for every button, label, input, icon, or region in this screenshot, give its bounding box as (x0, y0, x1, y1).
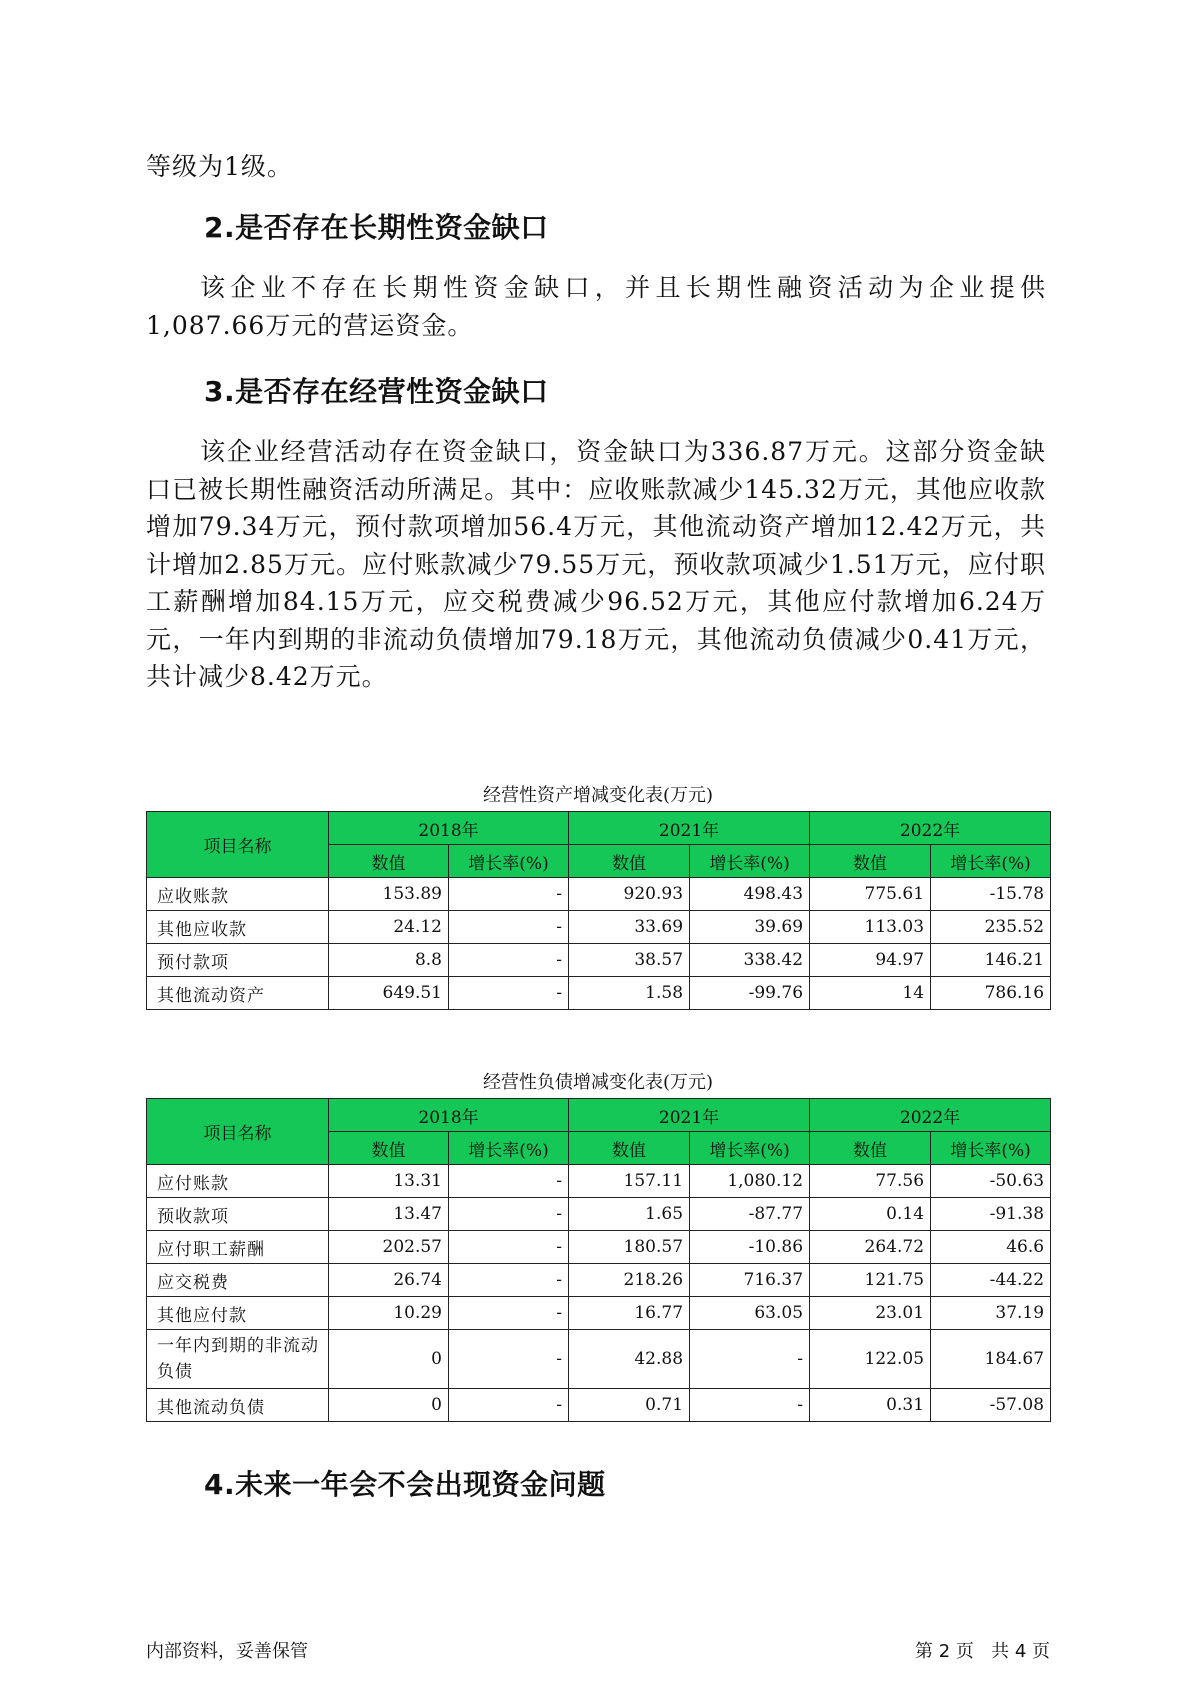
cell-item-name: 其他应付款 (147, 1297, 329, 1330)
assets-table (146, 811, 1051, 1010)
header-year: 2021年 (569, 812, 810, 845)
cell-value: 0 (329, 1330, 449, 1389)
cell-growth: 1,080.12 (690, 1165, 810, 1198)
cell-value: 264.72 (810, 1231, 931, 1264)
header-value: 数值 (329, 1132, 449, 1165)
cell-growth: - (449, 1198, 569, 1231)
cell-growth: - (449, 878, 569, 911)
cell-item-name: 预付款项 (147, 944, 329, 977)
cell-item-name: 其他流动资产 (147, 977, 329, 1010)
cell-growth: 498.43 (690, 878, 810, 911)
header-growth: 增长率(%) (449, 1132, 569, 1165)
table-row (147, 1330, 1051, 1389)
cell-item-name: 应收账款 (147, 878, 329, 911)
cell-growth: - (449, 1297, 569, 1330)
cell-value: 13.31 (329, 1165, 449, 1198)
cell-value: 202.57 (329, 1231, 449, 1264)
cell-value: 16.77 (569, 1297, 690, 1330)
table-row (147, 944, 1051, 977)
cell-value: 26.74 (329, 1264, 449, 1297)
header-growth: 增长率(%) (690, 845, 810, 878)
footer-page-number: 第 2 页 共 4 页 (915, 1641, 1050, 1662)
cell-growth: -99.76 (690, 977, 810, 1010)
cell-growth: -15.78 (931, 878, 1051, 911)
header-growth: 增长率(%) (449, 845, 569, 878)
cell-growth: 716.37 (690, 1264, 810, 1297)
heading-operating-gap: 3.是否存在经营性资金缺口 (204, 375, 549, 408)
cell-value: 33.69 (569, 911, 690, 944)
cell-growth: 184.67 (931, 1330, 1051, 1389)
cell-growth: - (449, 1264, 569, 1297)
cell-value: 42.88 (569, 1330, 690, 1389)
header-item-name: 项目名称 (147, 812, 329, 878)
header-year: 2022年 (810, 812, 1051, 845)
cell-growth: 146.21 (931, 944, 1051, 977)
cell-growth: -87.77 (690, 1198, 810, 1231)
cell-value: 218.26 (569, 1264, 690, 1297)
header-year: 2018年 (329, 1099, 569, 1132)
cell-value: 0 (329, 1389, 449, 1422)
header-growth: 增长率(%) (690, 1132, 810, 1165)
cell-growth: - (449, 977, 569, 1010)
paragraph-grade: 等级为1级。 (146, 152, 293, 181)
paragraph-operating-gap: 该企业经营活动存在资金缺口，资金缺口为336.87万元。这部分资金缺口已被长期性融资活动所满足。其中：应收账款减少145.32万元，其他应收款增加79.34万元，预付款项增加56.4万元，其他流动资产增加12.42万元，共计增加2.85万元。应付账款减少79.55万元，预收款项减少1.51万元，应付职工薪酬增加84.15万元，应交税费减少96.52万元，其他应付款增加6.24万元，一年内到期的非流动负债增加79.18万元，其他流动负债减少0.41万元，共计减少8.42万元。 (146, 437, 1046, 691)
table-row (147, 1389, 1051, 1422)
header-value: 数值 (810, 845, 931, 878)
cell-value: 0.71 (569, 1389, 690, 1422)
cell-growth: -91.38 (931, 1198, 1051, 1231)
cell-value: 157.11 (569, 1165, 690, 1198)
header-item-name: 项目名称 (147, 1099, 329, 1165)
cell-value: 122.05 (810, 1330, 931, 1389)
cell-value: 1.65 (569, 1198, 690, 1231)
cell-growth: -57.08 (931, 1389, 1051, 1422)
cell-value: 121.75 (810, 1264, 931, 1297)
cell-growth: - (449, 944, 569, 977)
cell-growth: 786.16 (931, 977, 1051, 1010)
cell-value: 153.89 (329, 878, 449, 911)
cell-value: 0.31 (810, 1389, 931, 1422)
cell-item-name: 一年内到期的非流动负债 (147, 1330, 329, 1389)
cell-item-name: 应付账款 (147, 1165, 329, 1198)
footer-confidential-note: 内部资料，妥善保管 (146, 1641, 308, 1662)
cell-value: 8.8 (329, 944, 449, 977)
cell-value: 14 (810, 977, 931, 1010)
cell-growth: 37.19 (931, 1297, 1051, 1330)
cell-growth: -44.22 (931, 1264, 1051, 1297)
cell-growth: - (449, 1165, 569, 1198)
cell-growth: - (449, 1330, 569, 1389)
table-row (147, 1231, 1051, 1264)
header-year: 2018年 (329, 812, 569, 845)
cell-value: 649.51 (329, 977, 449, 1010)
cell-item-name: 其他流动负债 (147, 1389, 329, 1422)
cell-growth: - (449, 911, 569, 944)
cell-growth: 338.42 (690, 944, 810, 977)
cell-value: 23.01 (810, 1297, 931, 1330)
header-value: 数值 (810, 1132, 931, 1165)
cell-growth: -10.86 (690, 1231, 810, 1264)
cell-value: 180.57 (569, 1231, 690, 1264)
header-growth: 增长率(%) (931, 1132, 1051, 1165)
header-value: 数值 (329, 845, 449, 878)
heading-long-term-gap: 2.是否存在长期性资金缺口 (204, 211, 549, 244)
header-year: 2021年 (569, 1099, 810, 1132)
paragraph-long-term-gap: 该企业不存在长期性资金缺口，并且长期性融资活动为企业提供1,087.66万元的营运资金。 (146, 273, 1046, 340)
table-row (147, 1198, 1051, 1231)
assets-table-caption: 经营性资产增减变化表(万元) (482, 785, 714, 806)
cell-growth: - (449, 1389, 569, 1422)
cell-growth: 46.6 (931, 1231, 1051, 1264)
cell-growth: 235.52 (931, 911, 1051, 944)
cell-value: 1.58 (569, 977, 690, 1010)
cell-value: 775.61 (810, 878, 931, 911)
table-row (147, 878, 1051, 911)
cell-value: 13.47 (329, 1198, 449, 1231)
cell-value: 920.93 (569, 878, 690, 911)
heading-next-year-funding: 4.未来一年会不会出现资金问题 (204, 1468, 606, 1501)
liabilities-table-caption: 经营性负债增减变化表(万元) (482, 1072, 714, 1093)
header-value: 数值 (569, 1132, 690, 1165)
table-row (147, 1165, 1051, 1198)
cell-item-name: 其他应收款 (147, 911, 329, 944)
header-value: 数值 (569, 845, 690, 878)
table-row (147, 1264, 1051, 1297)
cell-growth: 63.05 (690, 1297, 810, 1330)
cell-growth: - (690, 1389, 810, 1422)
table-row (147, 977, 1051, 1010)
cell-item-name: 应交税费 (147, 1264, 329, 1297)
cell-value: 38.57 (569, 944, 690, 977)
cell-value: 10.29 (329, 1297, 449, 1330)
cell-value: 24.12 (329, 911, 449, 944)
cell-value: 94.97 (810, 944, 931, 977)
table-row (147, 1297, 1051, 1330)
header-year: 2022年 (810, 1099, 1051, 1132)
cell-growth: 39.69 (690, 911, 810, 944)
cell-growth: - (690, 1330, 810, 1389)
table-row (147, 911, 1051, 944)
liabilities-table (146, 1098, 1051, 1422)
cell-value: 0.14 (810, 1198, 931, 1231)
cell-item-name: 预收款项 (147, 1198, 329, 1231)
cell-growth: - (449, 1231, 569, 1264)
cell-value: 77.56 (810, 1165, 931, 1198)
cell-item-name: 应付职工薪酬 (147, 1231, 329, 1264)
header-growth: 增长率(%) (931, 845, 1051, 878)
cell-value: 113.03 (810, 911, 931, 944)
cell-growth: -50.63 (931, 1165, 1051, 1198)
